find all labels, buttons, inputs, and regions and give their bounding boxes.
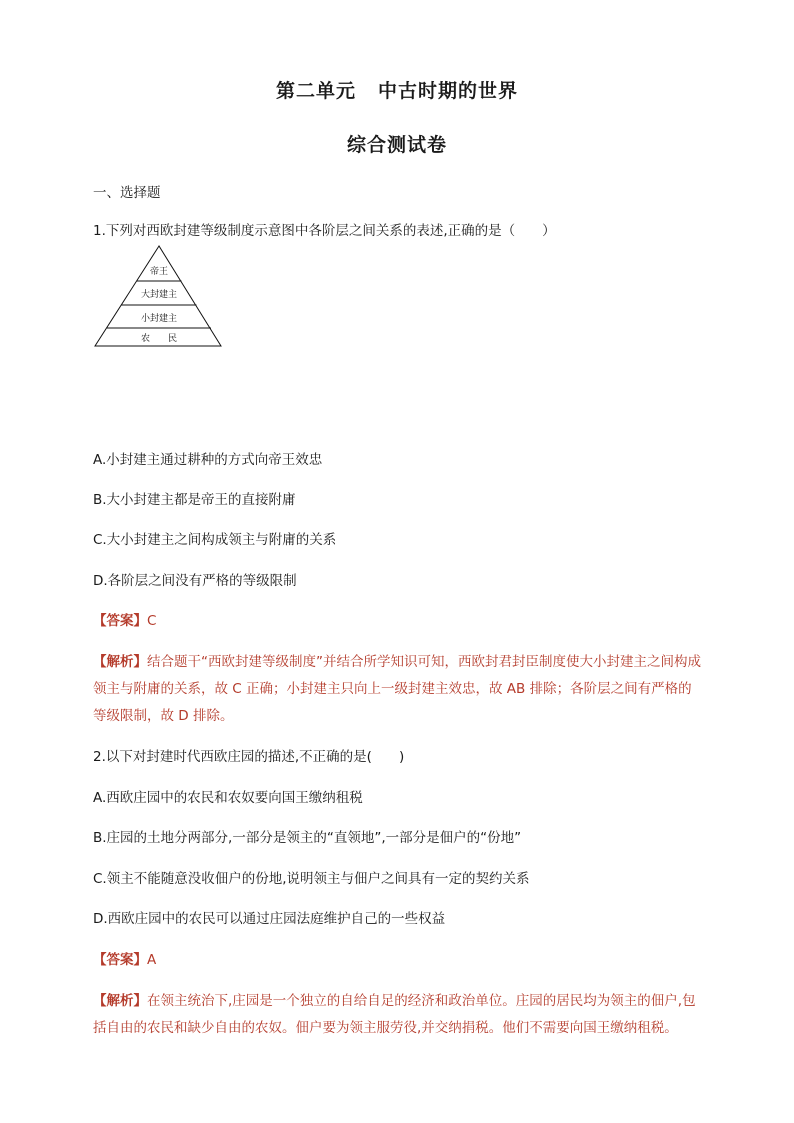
q2-explanation-text: 在领主统治下,庄园是一个独立的自给自足的经济和政治单位。庄园的居民均为领主的佃户,包括自由的农民和缺少自由的农奴。佃户要为领主服劳役,并交纳捐税。他们不需要向国王缴纳租税。 (93, 993, 696, 1036)
q2-option-c: C.领主不能随意没收佃户的份地,说明领主与佃户之间具有一定的契约关系 (93, 871, 530, 887)
q2-answer (93, 951, 156, 969)
unit-topic: 中古时期的世界 (378, 80, 519, 102)
q2-option-a: A.西欧庄园中的农民和农奴要向国王缴纳租税 (93, 790, 363, 806)
q1-explanation (93, 649, 705, 730)
q1-option-c: C.大小封建主之间构成领主与附庸的关系 (93, 532, 337, 548)
q1-explanation-text: 结合题干“西欧封建等级制度”并结合所学知识可知，西欧封君封臣制度使大小封建主之间构成领主与附庸的关系，故 C 正确；小封建主只向上一级封建主效忠，故 AB 排除；各阶层之间有严格的等级限制，故 D 排除。 (93, 654, 701, 724)
q2-option-d: D.西欧庄园中的农民可以通过庄园法庭维护自己的一些权益 (93, 911, 446, 927)
q2-option-b: B.庄园的土地分两部分,一部分是领主的“直领地”,一部分是佃户的“份地” (93, 830, 522, 846)
q1-answer (93, 612, 156, 630)
unit-label: 第二单元 (275, 80, 356, 102)
pyramid-level-peasants: 农 民 (140, 334, 178, 344)
q1-option-a: A.小封建主通过耕种的方式向帝王效忠 (93, 452, 323, 468)
unit-title (0, 76, 794, 103)
test-subtitle: 综合测试卷 (346, 134, 447, 156)
q1-answer-tag: 【答案】 (93, 613, 147, 629)
q1-answer-value: C (147, 613, 157, 629)
q2-explanation-tag: 【解析】 (93, 993, 147, 1009)
pyramid-level-lesser-lords: 小封建主 (140, 314, 178, 324)
q1-stem: 1.下列对西欧封建等级制度示意图中各阶层之间关系的表述,正确的是（ ） (93, 223, 556, 239)
q1-option-d: D.各阶层之间没有严格的等级限制 (93, 573, 297, 589)
pyramid-level-great-lords: 大封建主 (140, 290, 178, 300)
q2-answer-value: A (147, 952, 157, 968)
q2-stem: 2.以下对封建时代西欧庄园的描述,不正确的是( ) (93, 749, 405, 765)
feudal-hierarchy-pyramid (93, 244, 225, 350)
q1-explanation-tag: 【解析】 (93, 654, 147, 670)
q1-option-b: B.大小封建主都是帝王的直接附庸 (93, 492, 296, 508)
q2-answer-tag: 【答案】 (93, 952, 147, 968)
section-heading: 一、选择题 (93, 185, 161, 201)
q2-explanation (93, 988, 705, 1042)
pyramid-level-emperor: 帝王 (149, 267, 169, 277)
